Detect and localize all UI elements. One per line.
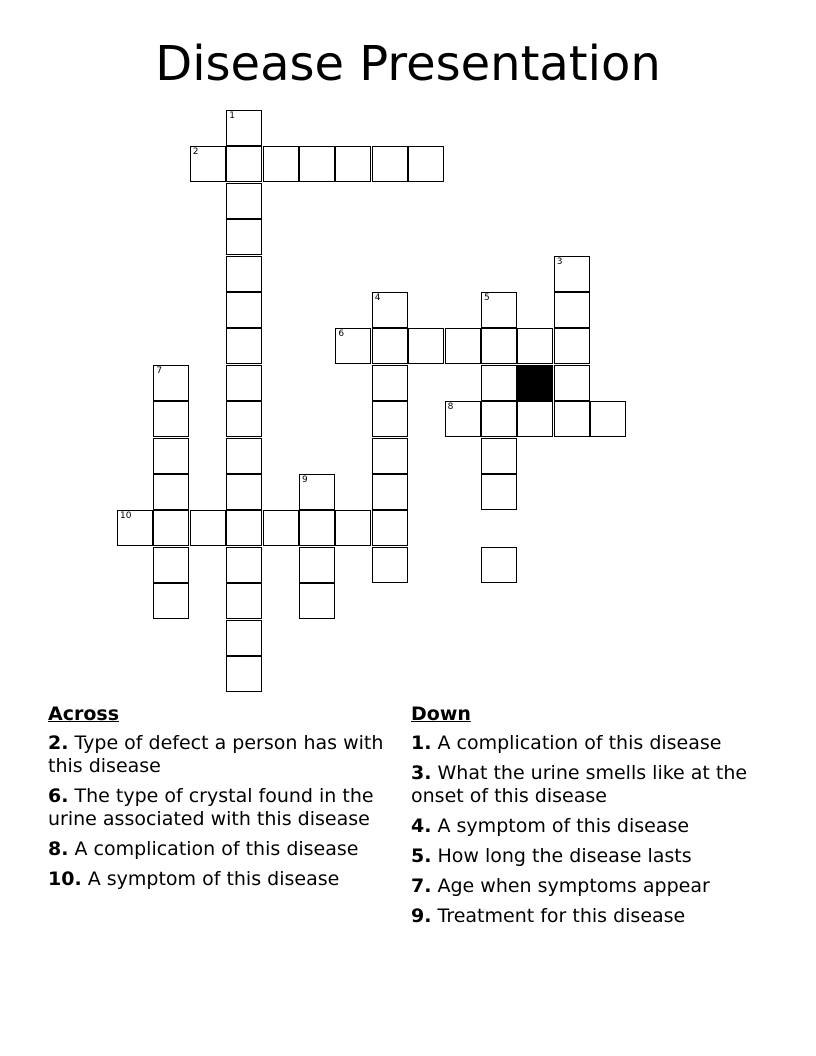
grid-cell[interactable] xyxy=(372,510,408,546)
grid-cell[interactable] xyxy=(590,401,626,437)
grid-cell[interactable] xyxy=(299,510,335,546)
grid-cell[interactable] xyxy=(153,510,189,546)
grid-cell[interactable] xyxy=(226,365,262,401)
grid-cell[interactable] xyxy=(226,183,262,219)
grid-cell[interactable] xyxy=(335,510,371,546)
grid-cell[interactable] xyxy=(554,328,590,364)
clue-text: Age when symptoms appear xyxy=(437,875,710,897)
grid-cell[interactable] xyxy=(299,547,335,583)
clue-number-label: 9 xyxy=(302,475,308,485)
grid-cell[interactable] xyxy=(226,620,262,656)
grid-cell[interactable] xyxy=(408,328,444,364)
grid-cell[interactable] xyxy=(153,547,189,583)
grid-cell[interactable] xyxy=(372,365,408,401)
clue-text: A symptom of this disease xyxy=(437,815,690,837)
grid-cell[interactable] xyxy=(372,401,408,437)
grid-cell[interactable] xyxy=(372,292,408,328)
grid-cell[interactable] xyxy=(117,510,153,546)
grid-cell[interactable] xyxy=(299,583,335,619)
grid-cell[interactable] xyxy=(226,583,262,619)
clue-number-label: 7 xyxy=(156,365,163,376)
clue-number-label: 8 xyxy=(447,402,454,413)
clue-number-label: 1 xyxy=(229,111,235,121)
grid-cell[interactable] xyxy=(481,401,517,437)
grid-cell[interactable] xyxy=(263,510,299,546)
down-heading: Down xyxy=(411,703,471,725)
grid-cell[interactable] xyxy=(445,401,481,437)
grid-cell[interactable] xyxy=(226,656,262,692)
grid-cell[interactable] xyxy=(481,438,517,474)
clue-across-8 xyxy=(48,838,388,861)
grid-cell[interactable] xyxy=(226,510,262,546)
clue-number: 9. xyxy=(411,905,432,927)
grid-cell[interactable] xyxy=(554,292,590,328)
down-clues xyxy=(411,703,771,935)
clue-text: Treatment for this disease xyxy=(437,905,686,927)
clue-number: 2. xyxy=(48,732,69,754)
clue-number: 1. xyxy=(411,732,432,754)
grid-cell[interactable] xyxy=(372,547,408,583)
clue-down-5 xyxy=(411,845,771,868)
clue-number-label: 3 xyxy=(556,256,563,267)
clue-number: 8. xyxy=(48,838,69,860)
clue-text: How long the disease lasts xyxy=(437,845,692,867)
clue-down-4 xyxy=(411,815,771,838)
grid-cell[interactable] xyxy=(226,438,262,474)
grid-cell[interactable] xyxy=(335,328,371,364)
grid-cell[interactable] xyxy=(299,146,335,182)
clue-across-10 xyxy=(48,868,388,891)
grid-cell[interactable] xyxy=(190,146,226,182)
grid-cell[interactable] xyxy=(226,547,262,583)
grid-cell[interactable] xyxy=(263,146,299,182)
grid-cell[interactable] xyxy=(153,474,189,510)
clue-number-label: 10 xyxy=(120,511,132,522)
grid-cell[interactable] xyxy=(226,328,262,364)
clue-text: What the urine smells like at the onset of this disease xyxy=(411,762,748,807)
clue-number: 3. xyxy=(411,762,432,784)
grid-cell[interactable] xyxy=(554,365,590,401)
clue-number-label: 5 xyxy=(484,293,490,303)
black-cell xyxy=(517,365,553,401)
clue-down-7 xyxy=(411,875,771,898)
grid-cell[interactable] xyxy=(226,219,262,255)
grid-cell[interactable] xyxy=(372,438,408,474)
clue-text: A complication of this disease xyxy=(437,732,722,754)
grid-cell[interactable] xyxy=(226,401,262,437)
clue-across-2 xyxy=(48,732,388,778)
clue-number-label: 2 xyxy=(192,147,199,158)
grid-cell[interactable] xyxy=(481,365,517,401)
grid-cell[interactable] xyxy=(408,146,444,182)
clue-number-label: 6 xyxy=(338,329,345,340)
grid-cell[interactable] xyxy=(481,328,517,364)
clue-number-label: 4 xyxy=(374,293,381,303)
clue-text: A complication of this disease xyxy=(74,838,359,860)
grid-cell[interactable] xyxy=(481,474,517,510)
grid-cell[interactable] xyxy=(190,510,226,546)
grid-cell[interactable] xyxy=(153,401,189,437)
clue-number: 4. xyxy=(411,815,432,837)
clue-down-1 xyxy=(411,732,771,755)
clue-down-3 xyxy=(411,762,771,808)
grid-cell[interactable] xyxy=(554,401,590,437)
grid-cell[interactable] xyxy=(372,328,408,364)
grid-cell[interactable] xyxy=(226,474,262,510)
grid-cell[interactable] xyxy=(226,292,262,328)
clue-number: 7. xyxy=(411,875,432,897)
grid-cell[interactable] xyxy=(372,146,408,182)
grid-cell[interactable] xyxy=(153,583,189,619)
grid-cell[interactable] xyxy=(226,256,262,292)
page-title: Disease Presentation xyxy=(155,36,661,92)
grid-cell[interactable] xyxy=(299,474,335,510)
grid-cell[interactable] xyxy=(226,110,262,146)
across-clues xyxy=(48,703,388,898)
grid-cell[interactable] xyxy=(153,365,189,401)
clue-number: 5. xyxy=(411,845,432,867)
grid-cell[interactable] xyxy=(517,401,553,437)
clue-number: 10. xyxy=(48,868,82,890)
clue-across-6 xyxy=(48,785,388,831)
grid-cell[interactable] xyxy=(153,438,189,474)
across-heading: Across xyxy=(48,703,120,725)
grid-cell[interactable] xyxy=(226,146,262,182)
grid-cell[interactable] xyxy=(481,292,517,328)
clue-text: A symptom of this disease xyxy=(87,868,340,890)
grid-cell[interactable] xyxy=(372,474,408,510)
grid-cell[interactable] xyxy=(335,146,371,182)
clue-number: 6. xyxy=(48,785,69,807)
clue-text: Type of defect a person has with this disease xyxy=(48,732,384,777)
grid-cell[interactable] xyxy=(517,328,553,364)
clue-text: The type of crystal found in the urine associated with this disease xyxy=(48,785,374,830)
grid-cell[interactable] xyxy=(481,547,517,583)
grid-cell[interactable] xyxy=(554,256,590,292)
clue-down-9 xyxy=(411,905,771,928)
grid-cell[interactable] xyxy=(445,328,481,364)
